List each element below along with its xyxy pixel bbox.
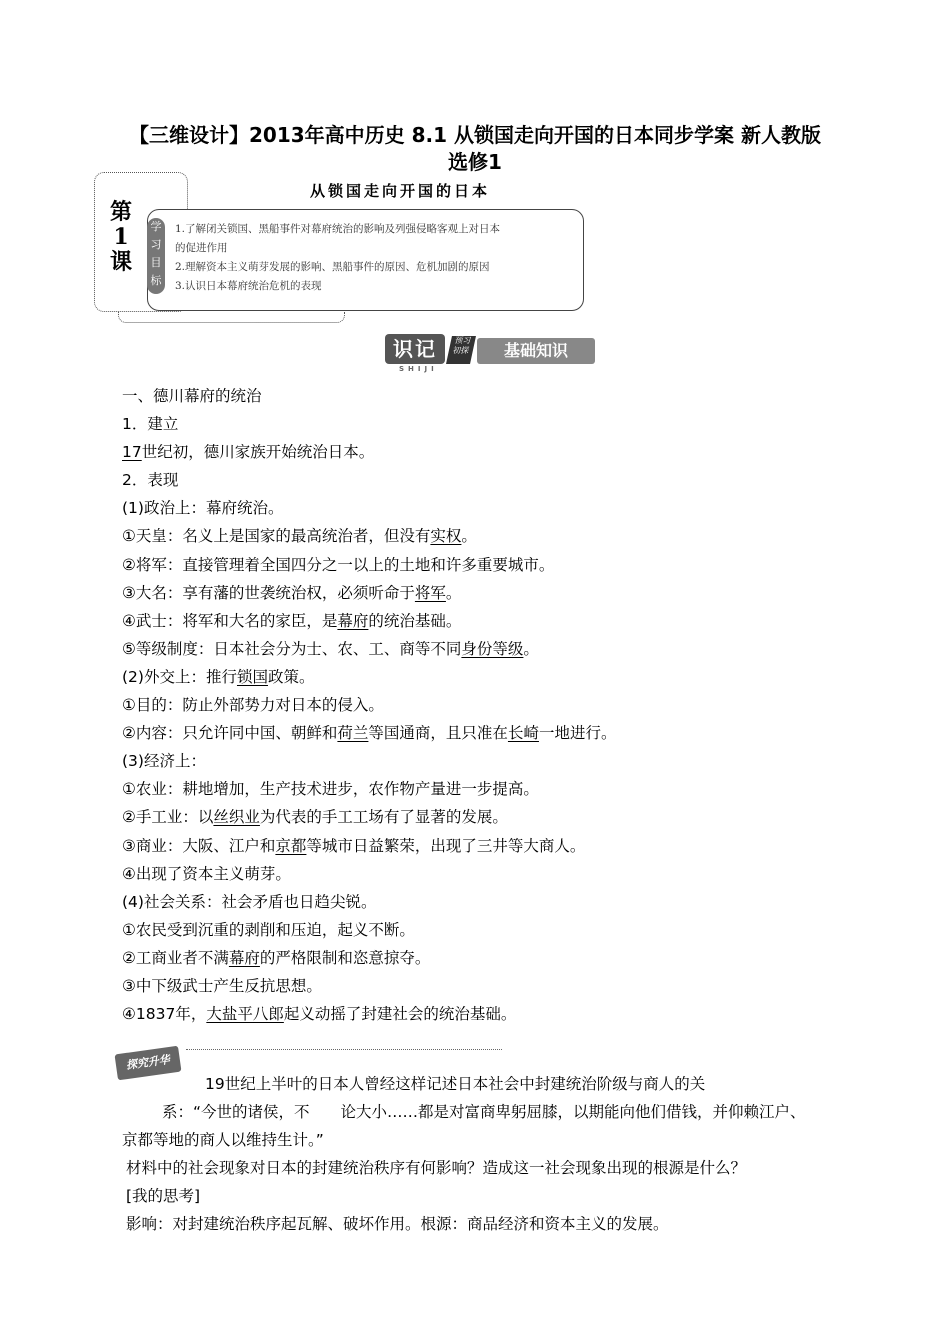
- main-content: [122, 382, 862, 1028]
- text-line: ③商业：大阪、江户和京都等城市日益繁荣，出现了三井等大商人。: [122, 836, 586, 855]
- section-banner: [385, 332, 600, 374]
- text-line: (4)社会关系：社会矛盾也日趋尖锐。: [122, 892, 377, 911]
- text-line: ④武士：将军和大名的家臣，是幕府的统治基础。: [122, 611, 462, 630]
- inquiry-icon: 探究升华: [115, 1046, 182, 1081]
- inquiry-material-line1: 19世纪上半叶的日本人曾经这样记述日本社会中封建统治阶级与商人的关: [205, 1075, 706, 1093]
- heading-1-2: 2．表现: [122, 471, 179, 490]
- text-line: ①目的：防止外部势力对日本的侵入。: [122, 696, 384, 715]
- goal-line: 2.理解资本主义萌芽发展的影响、黑船事件的原因、危机加剧的原因: [175, 261, 490, 273]
- text-line: 17世纪初，德川家族开始统治日本。: [122, 443, 375, 462]
- banner-mid-label: 预习 初探: [446, 336, 476, 364]
- text-line: ①天皇：名义上是国家的最高统治者，但没有实权。: [122, 527, 477, 546]
- inquiry-divider: [186, 1049, 502, 1050]
- inquiry-material-line3: 京都等地的商人以维持生计。”: [122, 1131, 324, 1149]
- text-line: ④出现了资本主义萌芽。: [122, 864, 291, 883]
- text-line: (1)政治上：幕府统治。: [122, 499, 284, 518]
- inquiry-answer: 影响：对封建统治秩序起瓦解、破坏作用。根源：商品经济和资本主义的发展。: [126, 1215, 669, 1233]
- text-line: ②工商业者不满幕府的严格限制和恣意掠夺。: [122, 948, 431, 967]
- document-title-line2: 选修1: [448, 150, 502, 174]
- text-line: (3)经济上：: [122, 752, 206, 771]
- text-line: ②内容：只允许同中国、朝鲜和荷兰等国通商，且只准在长崎一地进行。: [122, 724, 617, 743]
- lesson-number: 第 1 课: [109, 199, 132, 275]
- text-line: ③中下级武士产生反抗思想。: [122, 976, 322, 995]
- text-line: ②手工业：以丝织业为代表的手工工场有了显著的发展。: [122, 808, 508, 827]
- document-title-line1: 【三维设计】2013年高中历史 8.1 从锁国走向开国的日本同步学案 新人教版: [129, 123, 821, 147]
- inquiry-material-line2: 系：“今世的诸侯，不 论大小……都是对富商卑躬屈膝，以期能向他们借钱，并仰赖江户、: [162, 1103, 806, 1121]
- learning-goals-list: [175, 220, 570, 296]
- heading-1-1: 1．建立: [122, 415, 179, 434]
- banner-main-label: 识记: [385, 334, 445, 364]
- goal-line: 1.了解闭关锁国、黑船事件对幕府统治的影响及列强侵略客观上对日本: [175, 223, 501, 235]
- goal-line: 3.认识日本幕府统治危机的表现: [175, 280, 322, 292]
- lesson-title: 从锁国走向开国的日本: [309, 182, 490, 200]
- goal-line: 的促进作用: [175, 242, 228, 254]
- inquiry-question: 材料中的社会现象对日本的封建统治秩序有何影响？造成这一社会现象出现的根源是什么？: [126, 1159, 747, 1177]
- banner-basic-label: 基础知识: [477, 338, 595, 364]
- text-line: (2)外交上：推行锁国政策。: [122, 667, 315, 686]
- heading-1: 一、德川幕府的统治: [122, 387, 262, 405]
- text-line: ①农业：耕地增加，生产技术进步，农作物产量进一步提高。: [122, 780, 539, 799]
- text-line: ②将军：直接管理着全国四分之一以上的土地和许多重要城市。: [122, 555, 555, 574]
- inquiry-body: [122, 1098, 882, 1238]
- text-line: ①农民受到沉重的剥削和压迫，起义不断。: [122, 920, 415, 939]
- lesson-frame-bottom: [118, 312, 345, 323]
- learning-goals-tag: 学 习 目 标: [147, 218, 165, 294]
- text-line: ③大名：享有藩的世袭统治权，必须听命于将军。: [122, 583, 462, 602]
- my-thinking-label: [我的思考]: [126, 1187, 201, 1205]
- text-line: ④1837年，大盐平八郎起义动摇了封建社会的统治基础。: [122, 1005, 517, 1024]
- banner-pinyin: SHIJI: [399, 365, 438, 373]
- text-line: ⑤等级制度：日本社会分为士、农、工、商等不同身份等级。: [122, 639, 539, 658]
